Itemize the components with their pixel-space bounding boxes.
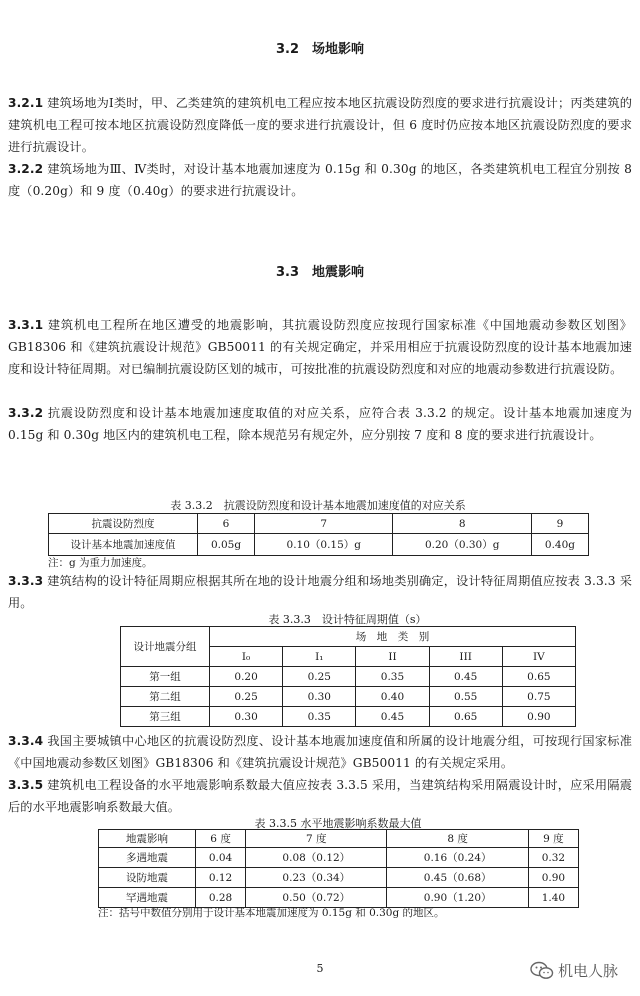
table-cell: 设计基本地震加速度值 [49, 534, 198, 556]
table-cell: 0.32 [528, 848, 578, 868]
table-cell: 0.16（0.24） [387, 848, 528, 868]
table-cell: 0.10（0.15）g [255, 534, 393, 556]
table-cell: 0.12 [196, 868, 246, 888]
table-cell: 0.65 [502, 667, 575, 687]
wechat-icon [530, 961, 554, 981]
table-cell: 0.20（0.30）g [393, 534, 531, 556]
clause-text: 建筑机电工程设备的水平地震影响系数最大值应按表 3.3.5 采用，当建筑结构采用隔震设计时，应采用隔震后的水平地震影响系数最大值。 [8, 778, 632, 814]
table-caption: 表 3.3.3 设计特征周期值（s） [268, 613, 427, 626]
clause-number: 3.3.5 [8, 778, 44, 792]
table-cell: 0.30 [210, 707, 283, 727]
table-cell: 1.40 [528, 888, 578, 908]
table-cell: 8 [393, 514, 531, 534]
table-cell: II [356, 647, 429, 667]
table-cell: 设防地震 [99, 868, 196, 888]
table-cell: 0.65 [429, 707, 502, 727]
clause-number: 3.3.2 [8, 406, 44, 420]
table-cell: 0.45（0.68） [387, 868, 528, 888]
clause-number: 3.3.4 [8, 734, 44, 748]
table-cell: III [429, 647, 502, 667]
table-caption: 表 3.3.2 抗震设防烈度和设计基本地震加速度值的对应关系 [170, 499, 466, 512]
table-cell: 第一组 [121, 667, 210, 687]
table-cell: 抗震设防烈度 [49, 514, 198, 534]
table-cell: 0.40 [356, 687, 429, 707]
watermark-text: 机电人脉 [558, 962, 619, 980]
table-note: 注：g 为重力加速度。 [48, 557, 153, 569]
table-cell: 9 度 [528, 830, 578, 848]
table-cell: 7 [255, 514, 393, 534]
table-row [99, 830, 579, 848]
table-row [121, 667, 576, 687]
table-cell: 设计地震分组 [121, 627, 210, 667]
table-cell: 0.23（0.34） [246, 868, 387, 888]
clause-text: 抗震设防烈度和设计基本地震加速度取值的对应关系，应符合表 3.3.2 的规定。设计基本地震加速度为 0.15g 和 0.30g 地区内的建筑机电工程，除本规范另有规定外，应分别按 7 度和 8 度的要求进行抗震设计。 [8, 406, 632, 442]
table-row [99, 848, 579, 868]
table-cell: 0.35 [356, 667, 429, 687]
table-cell: 0.45 [429, 667, 502, 687]
clause-number: 3.3.3 [8, 574, 44, 588]
table-row [121, 707, 576, 727]
clause-text: 建筑机电工程所在地区遭受的地震影响，其抗震设防烈度应按现行国家标准《中国地震动参数区划图》GB18306 和《建筑抗震设计规范》GB50011 的有关规定确定，并采用相应于抗震设防烈度的设计基本地震加速度和设计特征周期。对已编制抗震设防区划的城市，可按批准的抗震设防烈度和对应的地震动参数进行抗震设防。 [8, 318, 632, 376]
table-cell: 0.90（1.20） [387, 888, 528, 908]
table-cell: 第二组 [121, 687, 210, 707]
table-cell: 0.05g [198, 534, 255, 556]
table-cell: 0.90 [502, 707, 575, 727]
table-row [99, 868, 579, 888]
clause-text: 建筑结构的设计特征周期应根据其所在地的设计地震分组和场地类别确定，设计特征周期值应按表 3.3.3 采用。 [8, 574, 632, 610]
clause-3-3-4 [8, 730, 632, 774]
table-3-3-5 [98, 829, 579, 908]
table-cell: 0.08（0.12） [246, 848, 387, 868]
table-row [121, 687, 576, 707]
table-cell: 6 度 [196, 830, 246, 848]
table-row [49, 534, 589, 556]
table-cell: 6 [198, 514, 255, 534]
page-number: 5 [316, 962, 324, 975]
table-cell: 0.25 [283, 667, 356, 687]
table-cell: 第三组 [121, 707, 210, 727]
table-cell: 多遇地震 [99, 848, 196, 868]
table-cell: 0.50（0.72） [246, 888, 387, 908]
table-cell: 0.25 [210, 687, 283, 707]
table-cell: 场 地 类 别 [210, 627, 576, 647]
table-cell: 9 [531, 514, 588, 534]
table-cell: 0.28 [196, 888, 246, 908]
clause-number: 3.2.1 [8, 96, 44, 110]
clause-3-3-5 [8, 774, 632, 818]
table-caption: 表 3.3.5 水平地震影响系数最大值 [254, 817, 422, 830]
clause-3-2-1 [8, 92, 632, 158]
table-cell: 7 度 [246, 830, 387, 848]
table-cell: 0.90 [528, 868, 578, 888]
table-cell: 8 度 [387, 830, 528, 848]
table-cell: 0.30 [283, 687, 356, 707]
table-cell: 0.20 [210, 667, 283, 687]
table-cell: I₁ [283, 647, 356, 667]
table-cell: IV [502, 647, 575, 667]
clause-3-3-3 [8, 570, 632, 614]
watermark [530, 960, 618, 981]
table-cell: 0.35 [283, 707, 356, 727]
table-3-3-2 [48, 513, 589, 556]
clause-text: 建筑场地为Ⅰ类时，甲、乙类建筑的建筑机电工程应按本地区抗震设防烈度的要求进行抗震设计；丙类建筑的建筑机电工程可按本地区抗震设防烈度降低一度的要求进行抗震设计，但 6 度时仍应按本地区抗震设防烈度的要求进行抗震设计。 [8, 96, 632, 154]
table-cell: 0.04 [196, 848, 246, 868]
table-row [121, 627, 576, 647]
clause-3-3-1 [8, 314, 632, 380]
table-cell: 0.75 [502, 687, 575, 707]
clause-3-3-2 [8, 402, 632, 446]
table-cell: I₀ [210, 647, 283, 667]
section-title-3-2: 3.2 场地影响 [275, 42, 365, 57]
table-3-3-3 [120, 626, 576, 727]
table-cell: 0.55 [429, 687, 502, 707]
clause-text: 我国主要城镇中心地区的抗震设防烈度、设计基本地震加速度值和所属的设计地震分组，可按现行国家标准《中国地震动参数区划图》GB18306 和《建筑抗震设计规范》GB50011 的有关规定采用。 [8, 734, 632, 770]
table-row [49, 514, 589, 534]
table-cell: 0.45 [356, 707, 429, 727]
clause-number: 3.3.1 [8, 318, 44, 332]
table-note: 注：括号中数值分别用于设计基本地震加速度为 0.15g 和 0.30g 的地区。 [98, 907, 445, 919]
table-cell: 地震影响 [99, 830, 196, 848]
section-title-3-3: 3.3 地震影响 [275, 265, 365, 280]
clause-3-2-2 [8, 158, 632, 202]
clause-text: 建筑场地为Ⅲ、Ⅳ类时，对设计基本地震加速度为 0.15g 和 0.30g 的地区，各类建筑机电工程宜分别按 8 度（0.20g）和 9 度（0.40g）的要求进行抗震设计。 [8, 162, 632, 198]
table-cell: 罕遇地震 [99, 888, 196, 908]
table-cell: 0.40g [531, 534, 588, 556]
clause-number: 3.2.2 [8, 162, 44, 176]
